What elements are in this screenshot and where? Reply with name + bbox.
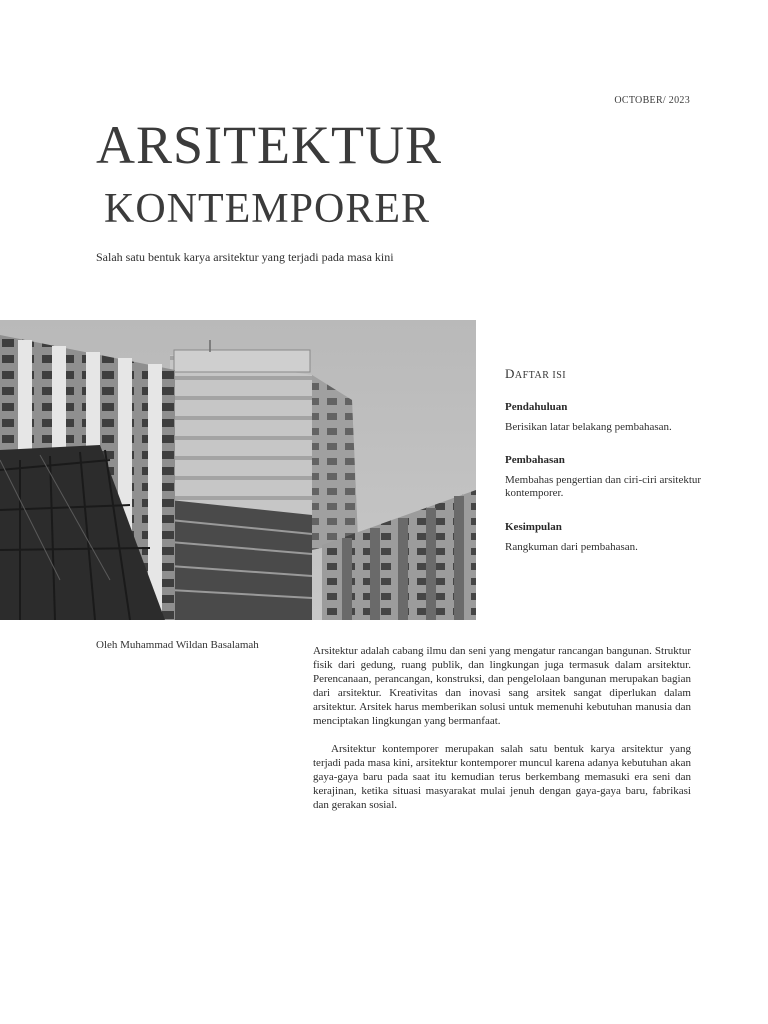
table-of-contents <box>505 366 705 574</box>
article-body <box>313 644 691 826</box>
toc-entry-title: Pendahuluan <box>505 401 568 413</box>
toc-heading-rest: AFTAR ISI <box>514 370 567 381</box>
toc-entry <box>505 521 705 554</box>
author-byline: Oleh Muhammad Wildan Basalamah <box>96 639 259 651</box>
toc-entry <box>505 401 705 434</box>
toc-entry-description: Berisikan latar belakang pembahasan. <box>505 421 672 433</box>
toc-entry-description: Membahas pengertian dan ciri-ciri arsitektur kontemporer. <box>505 474 702 500</box>
toc-heading-initial: D <box>505 366 515 381</box>
building-photo <box>0 320 476 620</box>
toc-entry <box>505 454 705 500</box>
title-line-1: ARSITEKTUR <box>96 115 442 175</box>
body-paragraph: Arsitektur adalah cabang ilmu dan seni yang mengatur rancangan bangunan. Struktur fisik dari gedung, ruang publik, dan lingkungan juga termasuk dalam arsitektur. Perencanaan, perancangan, konstruksi, dan pengelolaan bangunan merupakan bagian dari arsitektur. Kreativitas dan inovasi sang arsitek sangat diperlukan dalam arsitektur. Arsitek harus memberikan solusi untuk memenuhi kebutuhan manusia dan menciptakan lingkungan yang bermanfaat. <box>313 645 691 727</box>
toc-entry-description: Rangkuman dari pembahasan. <box>505 540 638 553</box>
subtitle: Salah satu bentuk karya arsitektur yang terjadi pada masa kini <box>96 250 394 264</box>
body-paragraph: Arsitektur kontemporer merupakan salah satu bentuk karya arsitektur yang terjadi pada masa kini, arsitektur kontemporer muncul karena adanya kebutuhan akan gaya-gaya baru pada saat itu kemudian terus berkembang memasuki era seni dan kerajinan, ketika situasi masyarakat mulai jenuh dengan gaya-gaya baru, fabrikasi dan gerakan sosial. <box>313 743 691 811</box>
title-line-2: KONTEMPORER <box>104 186 431 232</box>
toc-entry-title: Kesimpulan <box>505 520 562 533</box>
toc-heading <box>505 366 705 382</box>
toc-entry-title: Pembahasan <box>505 454 565 467</box>
building-photo-image <box>0 320 476 620</box>
issue-date: OCTOBER/ 2023 <box>614 95 690 106</box>
